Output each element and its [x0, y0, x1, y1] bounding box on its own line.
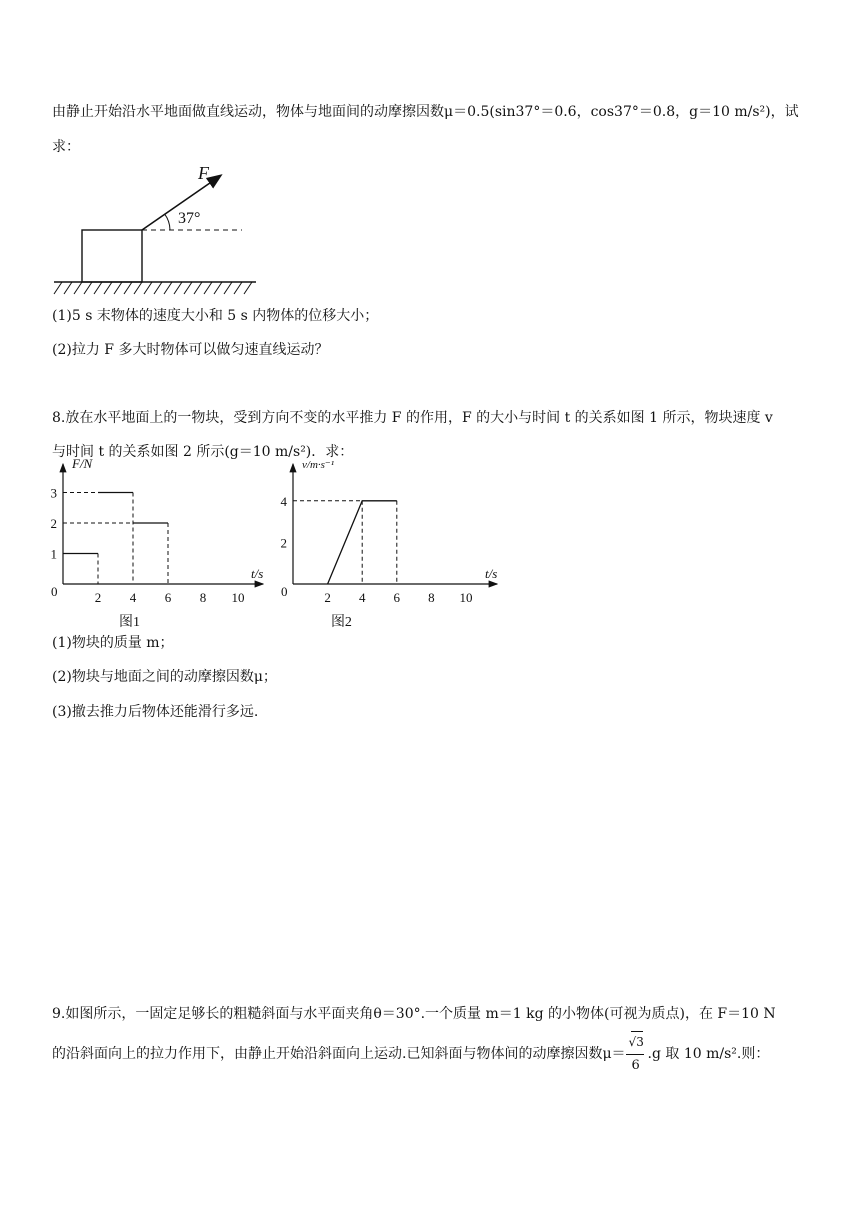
- q8-text-line2: 与时间 t 的关系如图 2 所示(g＝10 m/s²)．求：: [52, 444, 354, 460]
- ground-hatch: [54, 282, 252, 294]
- y-tick-label: 2: [50, 516, 57, 531]
- x-tick-label: 6: [164, 590, 172, 605]
- q7-text-line1: 由静止开始沿水平地面做直线运动，物体与地面间的动摩擦因数μ＝0.5(sin37°＝0.6，cos37°＝0.8，g＝10 m/s²)，试: [52, 104, 799, 120]
- chart-caption: 图2: [330, 615, 352, 630]
- y-axis-label: v/m·s⁻¹: [302, 459, 335, 471]
- q9-text-line1: 9.如图所示，一固定足够长的粗糙斜面与水平面夹角θ＝30°.一个质量 m＝1 kg 的小物体(可视为质点)，在 F＝10 N: [52, 1006, 776, 1022]
- y-tick-label: 1: [50, 546, 57, 562]
- chart-velocity-time: [275, 460, 515, 630]
- q7-subquestion-1: (1)5 s 末物体的速度大小和 5 s 内物体的位移大小；: [52, 308, 379, 324]
- x-tick-label: 10: [459, 590, 473, 605]
- angle-arc: [165, 214, 171, 230]
- x-tick-label: 8: [199, 590, 207, 605]
- q9-text-line2-end: .g 取 10 m/s².则：: [647, 1046, 770, 1062]
- q9-text-line2-start: 的沿斜面向上的拉力作用下，由静止开始沿斜面向上运动.已知斜面与物体间的动摩擦因数μ＝: [52, 1046, 626, 1062]
- x-axis-label: t/s: [485, 566, 498, 581]
- q8-text-line1: 8.放在水平地面上的一物块，受到方向不变的水平推力 F 的作用，F 的大小与时间 t 的关系如图 1 所示，物块速度 v: [52, 410, 773, 426]
- chart-force-time: [45, 456, 275, 630]
- x-tick-label: 2: [324, 590, 331, 605]
- q8-subquestion-3: (3)撤去推力后物体还能滑行多远.: [52, 704, 259, 720]
- fraction-numerator: √3: [628, 1035, 644, 1049]
- q7-subquestion-2: (2)拉力 F 多大时物体可以做匀速直线运动？: [52, 342, 329, 358]
- y-tick-label: 4: [280, 493, 287, 509]
- origin-label: 0: [51, 584, 58, 599]
- x-tick-label: 4: [358, 590, 366, 605]
- x-tick-label: 8: [428, 590, 435, 605]
- q7-force-diagram: [50, 160, 270, 300]
- q9-text-line2: [52, 1035, 770, 1073]
- y-tick-label: 3: [50, 485, 57, 501]
- y-axis-label: F/N: [72, 456, 93, 471]
- q8-subquestion-1: (1)物块的质量 m；: [52, 635, 174, 651]
- fraction-denominator: 6: [631, 1058, 640, 1073]
- x-tick-label: 10: [231, 590, 245, 605]
- force-label: F: [198, 163, 209, 183]
- q8-subquestion-2: (2)物块与地面之间的动摩擦因数μ；: [52, 669, 277, 685]
- chart-caption: 图1: [119, 615, 140, 630]
- x-axis-label: t/s: [251, 566, 264, 581]
- block: [82, 230, 142, 282]
- y-tick-label: 2: [280, 535, 287, 551]
- x-tick-label: 6: [393, 590, 401, 605]
- angle-label: 37°: [178, 210, 201, 227]
- friction-fraction: [626, 1035, 648, 1073]
- x-tick-label: 2: [94, 590, 102, 605]
- origin-label: 0: [281, 584, 288, 599]
- q7-text-line2: 求：: [52, 139, 80, 155]
- x-tick-label: 4: [129, 590, 137, 605]
